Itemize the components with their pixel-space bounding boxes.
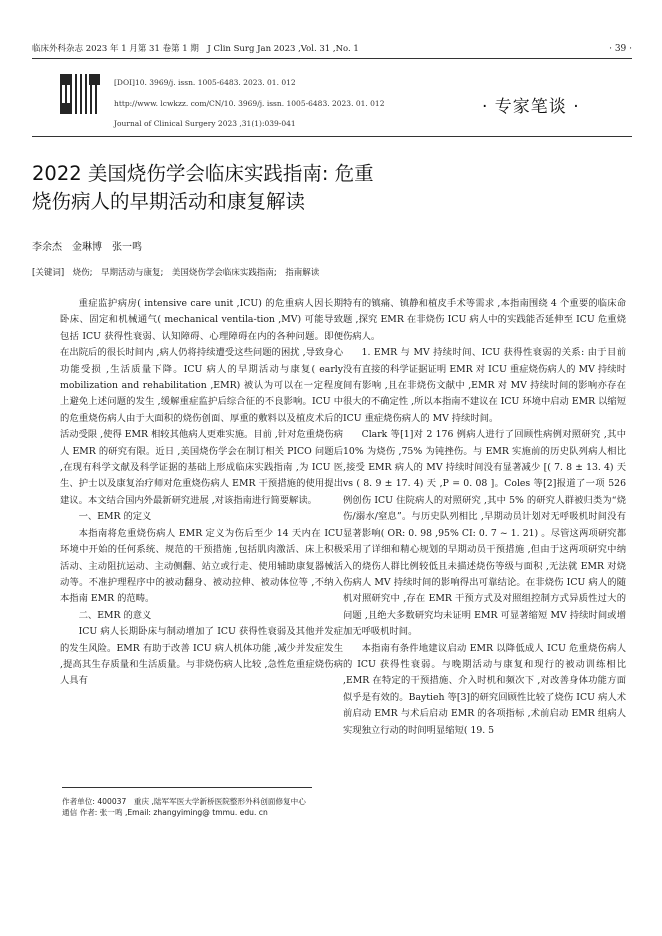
- recommendation-paragraph: 本指南有条件地建议启动 EMR 以降低成人 ICU 危重烧伤病人的 ICU 获得性衰弱。与晚期活动与康复和现行的被动训练相比 ,EMR 在特定的干预措施、介入时机和频次下 ,对改善身体功能方面似乎是有效的。Baytieh 等[3]的研究回顾性比较了烧伤 ICU 病人术前启动 EMR 与术后启动 EMR 的各项指标 ,术前启动 EMR 组病人实现独立行动的时间明显缩短( 19. 5: [343, 642, 626, 736]
- footnotes: [62, 796, 317, 818]
- corresponding-author: 通信 作者: 张一鸣 ,Email: zhangyiming@ tmmu. edu. cn: [62, 808, 268, 817]
- journal-citation: Journal of Clinical Surgery 2023 ,31(1):039-041: [114, 119, 296, 128]
- footnote-rule: [62, 787, 312, 788]
- meta-rule: [32, 136, 632, 137]
- right-column: [343, 296, 626, 739]
- header-rule: [32, 58, 632, 59]
- article-title: [32, 160, 592, 216]
- author-affiliation: 作者单位: 400037 重庆 ,陆军军医大学新桥医院整形外科创面修复中心: [62, 797, 306, 806]
- qr-code-icon: [60, 74, 100, 114]
- running-header: [32, 44, 632, 55]
- topic-1-paragraph: 1. EMR 与 MV 持续时间、ICU 获得性衰弱的关系: 由于目前没有直接的科学证据证明 EMR 对 ICU 重症烧伤病人的 MV 持续时间有影响 ,且在非烧伤文献中 ,EMR 对 MV 持续时间的影响亦存在很大的不确定性 ,所以本指南不建议在 ICU 环境中启动 EMR 以缩短 ICU 重症烧伤病人的 MV 持续时间。: [343, 347, 626, 424]
- page-number: · 39 ·: [609, 44, 632, 54]
- intro-paragraph: 重症监护病房( intensive care unit ,ICU) 的危重病人因长期卧床、固定和机械通气( mechanical ventila-tion ,MV) 可能导致包括 ICU 获得性衰弱、认知障碍、心理障碍在内的各种问题。即便在出院后的很长时间内 ,病人仍将持续遭受这些问题的困扰 ,导致身心功能受损 ,生活质量下降。ICU 病人的早期活动与康复( early mobilization and rehabilitation ,EMR) 被认为可以在一定程度上避免上述问题的发生 ,缓解重症监护后综合征的不良影响。ICU 中的危重烧伤病人由于大面积的烧伤创面、厚重的敷料以及植皮术后的活动受限 ,使得 EMR 相较其他病人更难实施。目前 ,针对危重烧伤病人 EMR 的研究有限。近日 ,美国烧伤学会在制订相关 PICO 问题后 ,在现有科学文献及科学证据的基础上形成临床实践指南 ,为 ICU 医生、护士以及康复治疗师对危重烧伤病人 EMR 干预措施的使用提出建议。本文结合国内外最新研究进展 ,对该指南进行简要解读。: [60, 298, 343, 506]
- keywords: [关键词] 烧伤; 早期活动与康复; 美国烧伤学会临床实践指南; 指南解读: [32, 268, 320, 278]
- evidence-paragraph: Clark 等[1]对 2 176 例病人进行了回顾性病例对照研究 ,其中 10% 为烧伤 ,75% 为钝挫伤。与 EMR 实施前的历史队列病人相比 ,接受 EMR 病人的 MV 持续时间没有显著减少 [( 7. 8 ± 13. 4) 天 vs ( 8. 9 ± 17. 4) 天 ,P = 0. 08 ]。Coles 等[2]报道了一项 526 例创伤 ICU 住院病人的对照研究 ,其中 5% 的研究人群被归类为“烧伤/溺水/窒息”。与历史队列相比 ,早期动员计划对无呼吸机时间没有显著影响( OR: 0. 98 ,95% CI: 0. 7 ~ 1. 21) 。尽管这两项研究都采用了详细和精心规划的早期动员干预措施 ,但由于这两项研究中纳入的烧伤人群比例较低且未描述烧伤等级与面积 ,无法就 EMR 对烧伤病人 MV 持续时间的影响得出可靠结论。在非烧伤 ICU 病人的随机对照研究中 ,存在 EMR 干预方式及对照组控制方式异质性过大的问题 ,且绝大多数研究均未证明 EMR 可显著缩短 MV 持续时间或增加无呼吸机时间。: [343, 429, 626, 638]
- continuation-paragraph: 特有的镇痛、镇静和植皮手术等需求 ,本指南围绕 4 个重要的临床命题 ,探究 EMR 在非烧伤 ICU 病人中的实践能否延伸至 ICU 危重烧伤病人。: [343, 298, 626, 342]
- doi-text: [DOI]10. 3969/j. issn. 1005-6483. 2023. 01. 012: [114, 78, 296, 87]
- definition-paragraph: 本指南将危重烧伤病人 EMR 定义为伤后至少 14 天内在 ICU 环境中开始的任何系统、规范的干预措施 ,包括肌肉激活、床上积极活动、主动阻抗运动、主动侧翻、站立或行走、使用辅助康复器械活动等。不准护理程序中的被动翻身、被动拉伸、被动体位等 ,不纳入本指南 EMR 的范畴。: [60, 527, 343, 605]
- journal-line: 临床外科杂志 2023 年 1 月第 31 卷第 1 期 J Clin Surg Jan 2023 ,Vol. 31 ,No. 1: [32, 44, 359, 54]
- section-heading-significance: 二、EMR 的意义: [78, 609, 152, 621]
- column-badge: · 专家笔谈 ·: [482, 97, 580, 117]
- section-heading-definition: 一、EMR 的定义: [78, 511, 152, 523]
- title-line-1: 2022 美国烧伤学会临床实践指南: 危重: [32, 162, 374, 185]
- article-url: http://www. lcwkzz. com/CN/10. 3969/j. issn. 1005-6483. 2023. 01. 012: [114, 99, 385, 108]
- author-list: 李余杰 金琳博 张一鸣: [32, 242, 142, 253]
- significance-paragraph: ICU 病人长期卧床与制动增加了 ICU 获得性衰弱及其他并发症的发生风险。EMR 有助于改善 ICU 病人机体功能 ,减少并发症发生 ,提高其生存质量和生活质量。与非烧伤病人比较 ,急性危重症烧伤病人具有: [60, 626, 343, 687]
- left-column: [60, 296, 343, 690]
- title-line-2: 烧伤病人的早期活动和康复解读: [32, 190, 306, 213]
